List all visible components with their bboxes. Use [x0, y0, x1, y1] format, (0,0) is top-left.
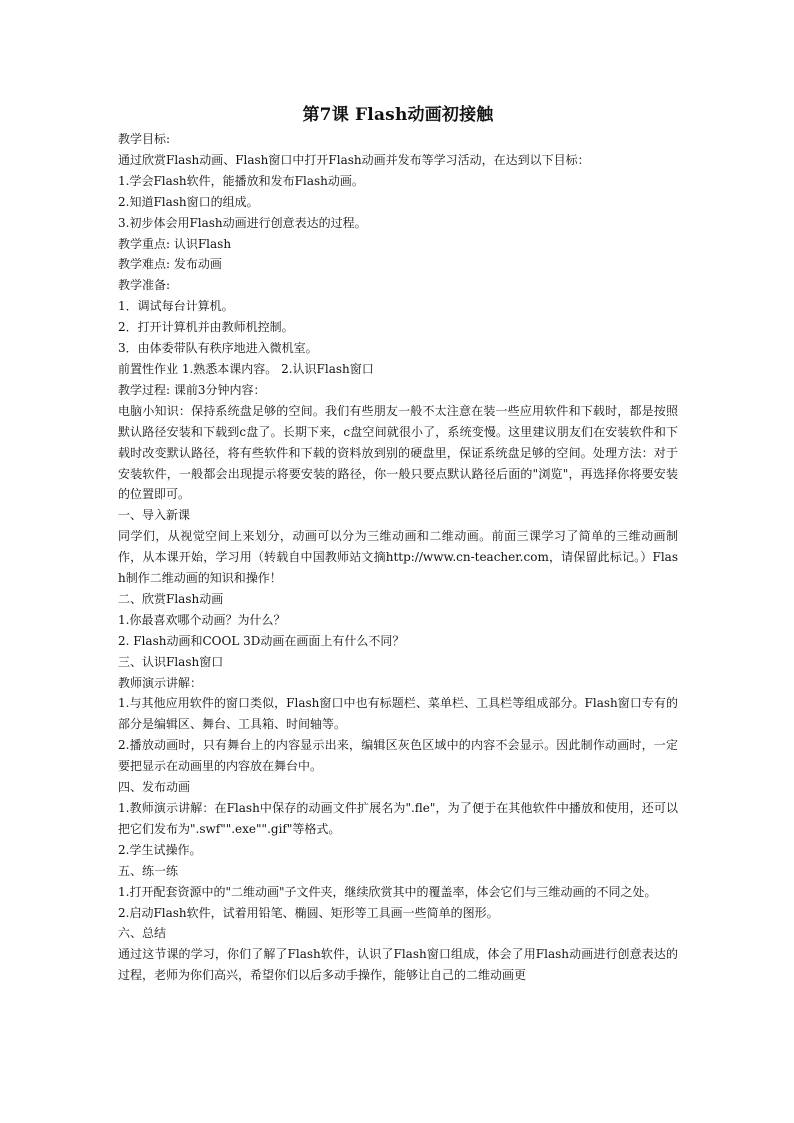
section-4-heading: 四、发布动画 [118, 780, 191, 795]
objective-2: 2.知道Flash窗口的组成。 [118, 194, 259, 209]
objectives-intro: 通过欣赏Flash动画、Flash窗口中打开Flash动画并发布等学习活动，在达到以下目标： [118, 152, 590, 167]
key-point: 教学重点: 认识Flash [118, 236, 232, 251]
prep-item-3: 3．由体委带队有秩序地进入微机室。 [118, 341, 318, 356]
section-1-paragraph: 同学们，从视觉空间上来划分，动画可以分为三维动画和二维动画。前面三课学习了简单的三维动画制作，从本课开始，学习用（转载自中国教师站文摘http://www.cn-teacher.com，请保留此标记。）Flash制作二维动画的知识和操作！ [118, 529, 678, 586]
section-4-paragraph-2: 2.学生试操作。 [118, 842, 202, 857]
objective-3: 3.初步体会用Flash动画进行创意表达的过程。 [118, 215, 367, 230]
computer-tip-paragraph: 电脑小知识：保持系统盘足够的空间。我们有些朋友一般不太注意在装一些应用软件和下载时，都是按照默认路径安装和下载到c盘了。长期下来，c盘空间就很小了，系统变慢。这里建议朋友们在安装软件和下载时改变默认路径，将有些软件和下载的资料放到别的硬盘里，保证系统盘足够的空间。处理方法：对于安装软件，一般都会出现提示将要安装的路径，你一般只要点默认路径后面的"浏览"，再选择你将要安装的位置即可。 [118, 403, 678, 502]
prep-label: 教学准备: [118, 278, 171, 293]
pre-homework: 前置性作业 1.熟悉本课内容。 2.认识Flash窗口 [118, 361, 374, 376]
section-3-paragraph-2: 2.播放动画时，只有舞台上的内容显示出来，编辑区灰色区域中的内容不会显示。因此制作动画时，一定要把显示在动画里的内容放在舞台中。 [118, 738, 678, 774]
prep-item-1: 1．调试每台计算机。 [118, 299, 234, 314]
section-2-question-2: 2. Flash动画和COOL 3D动画在画面上有什么不同？ [118, 633, 405, 648]
lesson-title: 第7课 Flash动画初接触 [302, 105, 494, 125]
section-2-heading: 二、欣赏Flash动画 [118, 591, 224, 606]
section-2-question-1: 1.你最喜欢哪个动画？为什么？ [118, 612, 286, 627]
objectives-label: 教学目标: [118, 132, 171, 146]
section-6-paragraph: 通过这节课的学习，你们了解了Flash软件，认识了Flash窗口组成，体会了用Flash动画进行创意表达的过程，老师为你们高兴，希望你们以后多动手操作，能够让自己的二维动画更 [118, 947, 678, 983]
section-6-heading: 六、总结 [118, 926, 167, 941]
section-4-paragraph-1: 1.教师演示讲解：在Flash中保存的动画文件扩展名为".fle"，为了便于在其他软件中播放和使用，还可以把它们发布为".swf"".exe"".gif"等格式。 [118, 801, 678, 836]
section-3-heading: 三、认识Flash窗口 [118, 654, 224, 669]
objective-1: 1.学会Flash软件，能播放和发布Flash动画。 [118, 173, 364, 188]
section-5-heading: 五、练一练 [118, 863, 179, 878]
prep-item-2: 2．打开计算机并由教师机控制。 [118, 320, 294, 335]
section-3-paragraph-1: 1.与其他应用软件的窗口类似，Flash窗口中也有标题栏、菜单栏、工具栏等组成部分。Flash窗口专有的部分是编辑区、舞台、工具箱、时间轴等。 [118, 696, 678, 732]
difficulty: 教学难点: 发布动画 [118, 257, 222, 272]
section-1-heading: 一、导入新课 [118, 508, 191, 523]
teaching-process: 教学过程: 课前3分钟内容： [118, 382, 266, 397]
document-page [118, 104, 678, 986]
section-5-paragraph-1: 1.打开配套资源中的"二维动画"子文件夹，继续欣赏其中的覆盖率，体会它们与三维动画的不同之处。 [118, 884, 657, 899]
section-3-label: 教师演示讲解： [118, 675, 203, 690]
section-5-paragraph-2: 2.启动Flash软件，试着用铅笔、椭圆、矩形等工具画一些简单的图形。 [118, 905, 499, 920]
